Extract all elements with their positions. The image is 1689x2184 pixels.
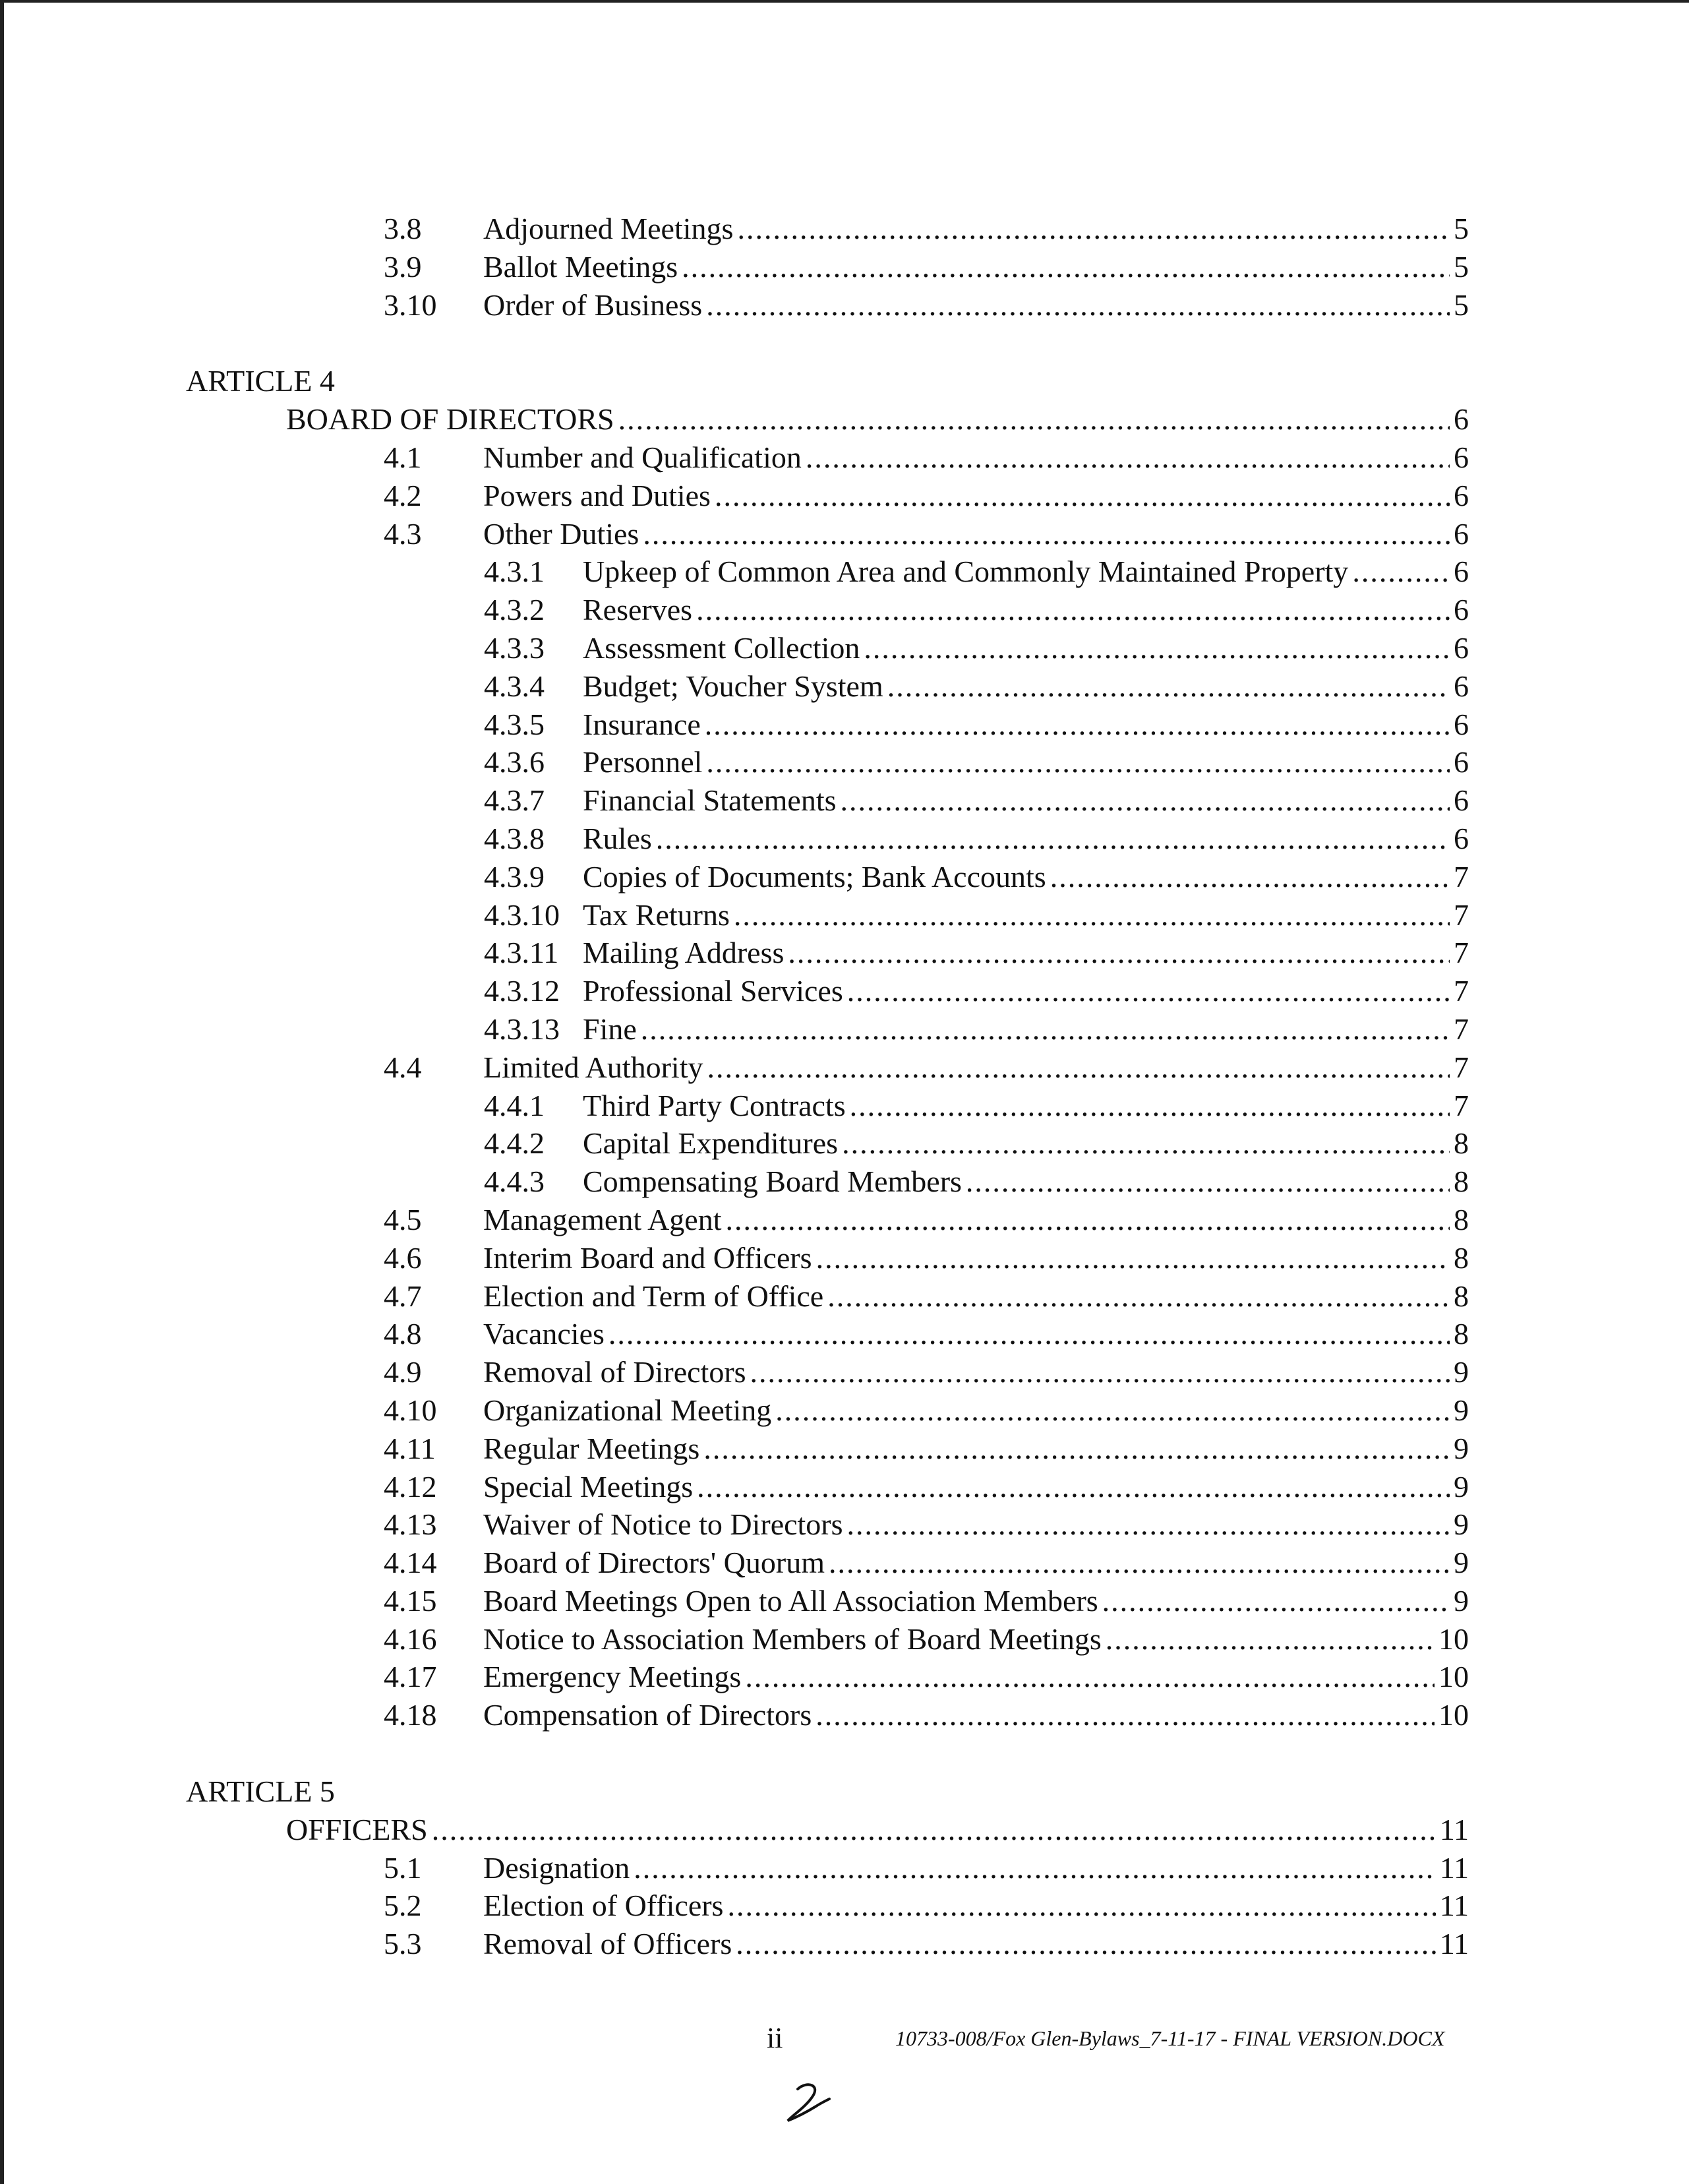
toc-entry[interactable] xyxy=(483,1620,1469,1658)
toc-section-number: 5.2 xyxy=(384,1889,422,1923)
toc-entry[interactable] xyxy=(483,248,1469,286)
toc-line xyxy=(0,820,1689,858)
toc-section-number: 4.3.12 xyxy=(484,974,560,1008)
toc-entry-title: Emergency Meetings xyxy=(483,1660,742,1694)
toc-section-number: 4.3.4 xyxy=(484,669,545,703)
toc-line xyxy=(0,400,1689,439)
toc-page-number: 10 xyxy=(1438,1660,1469,1694)
handwritten-initials xyxy=(778,2077,837,2130)
toc-line xyxy=(0,1658,1689,1696)
toc-entry-title: Management Agent xyxy=(483,1202,722,1236)
dot-leader xyxy=(1050,858,1450,896)
toc-line xyxy=(0,1010,1689,1048)
toc-page-number: 6 xyxy=(1454,821,1469,855)
toc-page-number: 11 xyxy=(1439,1889,1469,1923)
toc-entry[interactable] xyxy=(483,1582,1469,1620)
toc-entry[interactable] xyxy=(583,667,1469,706)
toc-section-number: 4.11 xyxy=(384,1431,436,1465)
dot-leader xyxy=(750,1353,1450,1391)
toc-section-number: 4.3.10 xyxy=(484,897,560,932)
dot-leader xyxy=(847,972,1450,1010)
toc-entry-title: Copies of Documents; Bank Accounts xyxy=(583,859,1046,894)
toc-line xyxy=(0,1811,1689,1849)
dot-leader xyxy=(1102,1582,1450,1620)
section-spacer xyxy=(0,324,1689,362)
toc-entry-title: Fine xyxy=(583,1012,637,1046)
toc-page-number: 7 xyxy=(1454,936,1469,970)
dot-leader xyxy=(682,248,1450,286)
toc-entry-title: Compensation of Directors xyxy=(483,1698,812,1732)
footer-page-number: ii xyxy=(767,2022,783,2054)
toc-entry-title: Election of Officers xyxy=(483,1889,724,1923)
toc-page-number: 6 xyxy=(1454,516,1469,551)
toc-entry[interactable] xyxy=(286,1811,1469,1849)
toc-page-number: 6 xyxy=(1454,669,1469,703)
toc-page-number: 7 xyxy=(1454,1088,1469,1122)
toc-entry-title: Removal of Directors xyxy=(483,1355,746,1389)
toc-entry[interactable] xyxy=(583,743,1469,781)
toc-line xyxy=(0,210,1689,248)
toc-entry-title: Board of Directors' Quorum xyxy=(483,1546,825,1580)
toc-entry-title: Reserves xyxy=(583,593,693,627)
toc-section-number: 4.3.13 xyxy=(484,1012,560,1046)
toc-line xyxy=(0,1468,1689,1506)
toc-page-number: 6 xyxy=(1454,440,1469,474)
toc-section-number: 4.10 xyxy=(384,1393,437,1427)
toc-line xyxy=(0,477,1689,515)
toc-section-number: 4.3.1 xyxy=(484,555,545,589)
dot-leader xyxy=(715,477,1450,515)
toc-entry-title: Assessment Collection xyxy=(583,630,860,665)
toc-page-number: 7 xyxy=(1454,897,1469,932)
toc-section-number: 4.4.1 xyxy=(484,1088,545,1122)
toc-line xyxy=(0,972,1689,1010)
toc-entry[interactable] xyxy=(483,515,1469,553)
toc-page-number: 7 xyxy=(1454,859,1469,894)
toc-page-number: 11 xyxy=(1439,1927,1469,1961)
footer-file-reference: 10733-008/Fox Glen-Bylaws_7-11-17 - FINAL VERSION.DOCX xyxy=(895,2026,1445,2050)
toc-line xyxy=(0,629,1689,667)
toc-line xyxy=(0,1239,1689,1277)
toc-entry-title: Board Meetings Open to All Association Members xyxy=(483,1583,1098,1618)
dot-leader xyxy=(788,934,1450,972)
toc-section-number: 4.3 xyxy=(384,516,422,551)
toc-entry-title: Election and Term of Office xyxy=(483,1279,824,1313)
dot-leader xyxy=(887,667,1450,706)
dot-leader xyxy=(703,1430,1450,1468)
dot-leader xyxy=(745,1658,1435,1696)
toc-entry[interactable] xyxy=(483,1887,1469,1925)
section-spacer xyxy=(0,1734,1689,1773)
toc-section-number: 4.3.7 xyxy=(484,783,545,818)
toc-line xyxy=(0,1201,1689,1239)
toc-section-number: 4.3.5 xyxy=(484,707,545,741)
toc-section-number: 4.4.3 xyxy=(484,1165,545,1199)
toc-page-number: 5 xyxy=(1454,288,1469,322)
toc-section-number: 4.16 xyxy=(384,1622,437,1656)
toc-section-number: 4.6 xyxy=(384,1240,422,1275)
dot-leader xyxy=(432,1811,1436,1849)
toc-page-number: 5 xyxy=(1454,212,1469,245)
toc-entry[interactable] xyxy=(483,286,1469,324)
toc-entry-title: Regular Meetings xyxy=(483,1431,700,1465)
page-footer xyxy=(0,2021,1689,2061)
dot-leader xyxy=(829,1544,1450,1582)
toc-line xyxy=(0,286,1689,324)
table-of-contents xyxy=(0,210,1689,1963)
toc-page-number: 6 xyxy=(1454,593,1469,627)
toc-entry-title: Mailing Address xyxy=(583,936,785,970)
toc-line xyxy=(0,1505,1689,1544)
toc-section-number: 3.8 xyxy=(384,212,422,245)
toc-line xyxy=(0,1124,1689,1163)
toc-entry[interactable] xyxy=(583,1163,1469,1201)
toc-line xyxy=(0,1315,1689,1353)
toc-line xyxy=(0,1620,1689,1658)
toc-entry-title: Waiver of Notice to Directors xyxy=(483,1507,843,1542)
toc-entry-title: Tax Returns xyxy=(583,897,730,932)
toc-entry-title: Upkeep of Common Area and Commonly Maintained Property xyxy=(583,555,1349,589)
toc-entry[interactable] xyxy=(583,1087,1469,1125)
toc-entry[interactable] xyxy=(483,1277,1469,1316)
toc-entry-title: Third Party Contracts xyxy=(583,1088,846,1122)
toc-entry-title: Compensating Board Members xyxy=(583,1165,962,1199)
article-label: ARTICLE 5 xyxy=(186,1774,335,1809)
toc-line xyxy=(0,1925,1689,1963)
toc-line xyxy=(0,1887,1689,1925)
toc-section-number: 4.3.3 xyxy=(484,630,545,665)
toc-section-number: 4.4 xyxy=(384,1050,422,1084)
dot-leader xyxy=(656,820,1450,858)
toc-page-number: 8 xyxy=(1454,1165,1469,1199)
toc-entry[interactable] xyxy=(483,1696,1469,1734)
toc-line xyxy=(0,1277,1689,1316)
toc-section-number: 4.3.8 xyxy=(484,821,545,855)
toc-line xyxy=(0,934,1689,972)
toc-line xyxy=(0,1582,1689,1620)
toc-entry-title: Personnel xyxy=(583,745,703,779)
toc-page-number: 6 xyxy=(1454,402,1469,437)
toc-page-number: 6 xyxy=(1454,478,1469,512)
toc-section-number: 4.13 xyxy=(384,1507,437,1542)
toc-page-number: 11 xyxy=(1439,1850,1469,1885)
toc-line xyxy=(0,248,1689,286)
dot-leader xyxy=(847,1505,1450,1544)
toc-page-number: 9 xyxy=(1454,1393,1469,1427)
toc-line xyxy=(0,1849,1689,1887)
toc-page-number: 6 xyxy=(1454,630,1469,665)
toc-section-number: 3.10 xyxy=(384,288,437,322)
toc-entry-title: Removal of Officers xyxy=(483,1927,732,1961)
dot-leader xyxy=(850,1087,1450,1125)
toc-entry[interactable] xyxy=(483,1239,1469,1277)
toc-entry-title: Insurance xyxy=(583,707,701,741)
dot-leader xyxy=(641,1010,1450,1048)
dot-leader xyxy=(806,439,1450,477)
toc-page-number: 9 xyxy=(1454,1583,1469,1618)
toc-section-number: 5.3 xyxy=(384,1927,422,1961)
toc-page-number: 9 xyxy=(1454,1355,1469,1389)
toc-entry[interactable] xyxy=(286,400,1469,439)
toc-entry[interactable] xyxy=(483,1849,1469,1887)
article-line xyxy=(0,362,1689,400)
dot-leader xyxy=(707,1048,1450,1087)
toc-page-number: 6 xyxy=(1454,707,1469,741)
toc-page-number: 7 xyxy=(1454,974,1469,1008)
toc-page-number: 9 xyxy=(1454,1546,1469,1580)
toc-entry[interactable] xyxy=(483,1658,1469,1696)
toc-page-number: 7 xyxy=(1454,1012,1469,1046)
toc-entry-title: Capital Expenditures xyxy=(583,1126,839,1161)
dot-leader xyxy=(775,1391,1450,1430)
toc-page-number: 10 xyxy=(1438,1698,1469,1732)
toc-line xyxy=(0,553,1689,591)
toc-entry[interactable] xyxy=(583,1010,1469,1048)
toc-line xyxy=(0,1391,1689,1430)
toc-line xyxy=(0,667,1689,706)
toc-entry[interactable] xyxy=(483,1315,1469,1353)
article-line xyxy=(0,1773,1689,1811)
toc-entry-title: Limited Authority xyxy=(483,1050,703,1084)
dot-leader xyxy=(697,1468,1450,1506)
toc-entry[interactable] xyxy=(583,591,1469,629)
dot-leader xyxy=(706,743,1450,781)
toc-entry-title: Ballot Meetings xyxy=(483,249,678,284)
toc-section-number: 4.18 xyxy=(384,1698,437,1732)
toc-entry[interactable] xyxy=(583,629,1469,667)
toc-section-number: 4.15 xyxy=(384,1583,437,1618)
toc-page-number: 8 xyxy=(1454,1126,1469,1161)
dot-leader xyxy=(966,1163,1450,1201)
toc-entry[interactable] xyxy=(583,934,1469,972)
toc-page-number: 8 xyxy=(1454,1202,1469,1236)
toc-entry[interactable] xyxy=(483,1468,1469,1506)
toc-entry[interactable] xyxy=(583,858,1469,896)
toc-section-number: 5.1 xyxy=(384,1850,422,1885)
toc-line xyxy=(0,1696,1689,1734)
toc-line xyxy=(0,1048,1689,1087)
dot-leader xyxy=(737,210,1450,248)
toc-line xyxy=(0,706,1689,744)
toc-entry-title: Financial Statements xyxy=(583,783,837,818)
toc-entry-title: Rules xyxy=(583,821,652,855)
dot-leader xyxy=(1352,553,1450,591)
dot-leader xyxy=(726,1201,1450,1239)
toc-section-number: 3.9 xyxy=(384,249,422,284)
dot-leader xyxy=(842,1124,1450,1163)
toc-page-number: 8 xyxy=(1454,1317,1469,1351)
toc-page-number: 9 xyxy=(1454,1469,1469,1503)
toc-entry-title: Designation xyxy=(483,1850,630,1885)
toc-entry[interactable] xyxy=(483,1201,1469,1239)
toc-line xyxy=(0,858,1689,896)
toc-section-number: 4.3.11 xyxy=(484,936,559,970)
toc-entry[interactable] xyxy=(483,1048,1469,1087)
toc-line xyxy=(0,1163,1689,1201)
toc-entry-title: Interim Board and Officers xyxy=(483,1240,812,1275)
toc-line xyxy=(0,515,1689,553)
dot-leader xyxy=(608,1315,1450,1353)
toc-entry-title: Number and Qualification xyxy=(483,440,802,474)
dot-leader xyxy=(734,896,1450,934)
toc-entry[interactable] xyxy=(583,1124,1469,1163)
toc-section-number: 4.14 xyxy=(384,1546,437,1580)
dot-leader xyxy=(643,515,1450,553)
toc-line xyxy=(0,743,1689,781)
toc-entry[interactable] xyxy=(483,1544,1469,1582)
dot-leader xyxy=(706,286,1450,324)
toc-line xyxy=(0,1087,1689,1125)
toc-page-number: 8 xyxy=(1454,1279,1469,1313)
toc-page-number: 8 xyxy=(1454,1240,1469,1275)
toc-line xyxy=(0,439,1689,477)
dot-leader xyxy=(841,781,1450,820)
toc-entry[interactable] xyxy=(583,553,1469,591)
toc-entry-title: Organizational Meeting xyxy=(483,1393,772,1427)
toc-section-number: 4.1 xyxy=(384,440,422,474)
toc-entry[interactable] xyxy=(483,1925,1469,1963)
toc-entry[interactable] xyxy=(483,477,1469,515)
toc-section-number: 4.2 xyxy=(384,478,422,512)
toc-entry-title: Order of Business xyxy=(483,288,703,322)
toc-page-number: 11 xyxy=(1439,1812,1469,1846)
toc-entry[interactable] xyxy=(583,706,1469,744)
dot-leader xyxy=(634,1849,1435,1887)
toc-page-number: 6 xyxy=(1454,783,1469,818)
dot-leader xyxy=(864,629,1450,667)
dot-leader xyxy=(815,1696,1435,1734)
toc-entry[interactable] xyxy=(483,1391,1469,1430)
toc-section-number: 4.4.2 xyxy=(484,1126,545,1161)
toc-entry[interactable] xyxy=(483,1430,1469,1468)
toc-line xyxy=(0,1353,1689,1391)
toc-line xyxy=(0,591,1689,629)
toc-page-number: 6 xyxy=(1454,555,1469,589)
toc-section-number: 4.12 xyxy=(384,1469,437,1503)
dot-leader xyxy=(727,1887,1435,1925)
dot-leader xyxy=(827,1277,1450,1316)
dot-leader xyxy=(705,706,1450,744)
toc-entry-title: Other Duties xyxy=(483,516,639,551)
dot-leader xyxy=(736,1925,1435,1963)
toc-entry-title: Budget; Voucher System xyxy=(583,669,883,703)
toc-entry-title: BOARD OF DIRECTORS xyxy=(286,402,614,437)
toc-entry-title: Powers and Duties xyxy=(483,478,711,512)
dot-leader xyxy=(1106,1620,1435,1658)
toc-entry-title: Professional Services xyxy=(583,974,843,1008)
toc-section-number: 4.7 xyxy=(384,1279,422,1313)
toc-entry[interactable] xyxy=(483,1353,1469,1391)
toc-entry-title: OFFICERS xyxy=(286,1812,428,1846)
toc-entry[interactable] xyxy=(583,820,1469,858)
toc-section-number: 4.5 xyxy=(384,1202,422,1236)
toc-entry-title: Special Meetings xyxy=(483,1469,694,1503)
toc-entry[interactable] xyxy=(483,439,1469,477)
toc-entry[interactable] xyxy=(583,781,1469,820)
dot-leader xyxy=(618,400,1450,439)
toc-entry-title: Notice to Association Members of Board Meetings xyxy=(483,1622,1102,1656)
toc-line xyxy=(0,781,1689,820)
toc-section-number: 4.17 xyxy=(384,1660,437,1694)
toc-line xyxy=(0,1430,1689,1468)
dot-leader xyxy=(696,591,1450,629)
toc-entry[interactable] xyxy=(483,1505,1469,1544)
toc-section-number: 4.9 xyxy=(384,1355,422,1389)
dot-leader xyxy=(816,1239,1450,1277)
toc-entry[interactable] xyxy=(483,210,1469,248)
article-label: ARTICLE 4 xyxy=(186,364,335,398)
toc-entry-title: Vacancies xyxy=(483,1317,605,1351)
toc-page-number: 7 xyxy=(1454,1050,1469,1084)
toc-section-number: 4.3.2 xyxy=(484,593,545,627)
toc-page-number: 9 xyxy=(1454,1431,1469,1465)
toc-page-number: 6 xyxy=(1454,745,1469,779)
toc-page-number: 9 xyxy=(1454,1507,1469,1542)
toc-section-number: 4.8 xyxy=(384,1317,422,1351)
toc-section-number: 4.3.9 xyxy=(484,859,545,894)
toc-line xyxy=(0,896,1689,934)
toc-page-number: 10 xyxy=(1438,1622,1469,1656)
toc-line xyxy=(0,1544,1689,1582)
toc-entry[interactable] xyxy=(583,896,1469,934)
toc-page-number: 5 xyxy=(1454,249,1469,284)
toc-entry[interactable] xyxy=(583,972,1469,1010)
toc-entry-title: Adjourned Meetings xyxy=(483,212,734,245)
toc-section-number: 4.3.6 xyxy=(484,745,545,779)
